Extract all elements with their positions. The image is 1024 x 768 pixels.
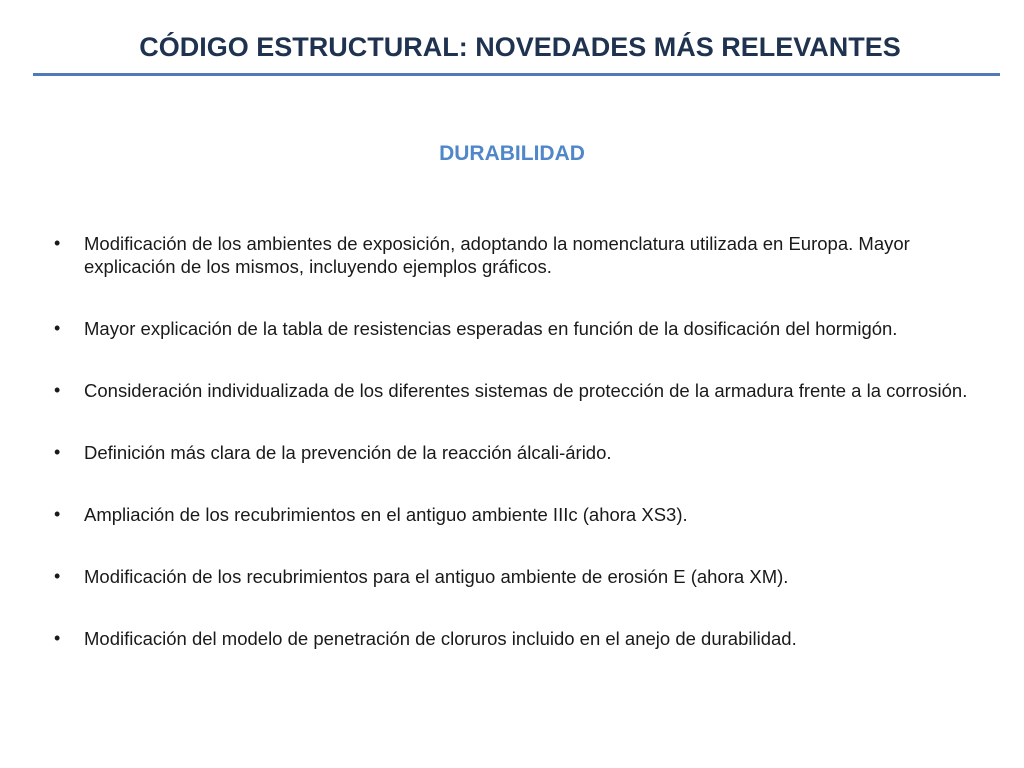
bullet-text: Modificación de los recubrimientos para el antiguo ambiente de erosión E (ahora XM). — [84, 566, 789, 587]
bullet-item-proteccion — [54, 379, 974, 402]
bullet-list — [54, 232, 974, 650]
bullet-text: Modificación del modelo de penetración de cloruros incluido en el anejo de durabilidad. — [84, 628, 797, 649]
bullet-item-alcali-arido — [54, 441, 974, 464]
bullet-icon: • — [54, 233, 61, 253]
section-heading: DURABILIDAD — [439, 142, 585, 165]
bullet-text: Definición más clara de la prevención de la reacción álcali-árido. — [84, 442, 612, 463]
bullet-item-resistencias — [54, 317, 974, 340]
bullet-icon: • — [54, 318, 61, 338]
bullet-icon: • — [54, 566, 61, 586]
bullet-text: Consideración individualizada de los diferentes sistemas de protección de la armadura frente a la corrosión. — [84, 380, 968, 401]
bullet-item-recubrimientos-xs3 — [54, 503, 974, 526]
bullet-icon: • — [54, 442, 61, 462]
bullet-icon: • — [54, 380, 61, 400]
bullet-item-ambientes — [54, 232, 974, 278]
bullet-text: Modificación de los ambientes de exposición, adoptando la nomenclatura utilizada en Europa. Mayor explicación de los mismos, incluyendo ejemplos gráficos. — [84, 233, 910, 277]
bullet-item-recubrimientos-xm — [54, 565, 974, 588]
bullet-text: Ampliación de los recubrimientos en el antiguo ambiente IIIc (ahora XS3). — [84, 504, 688, 525]
title-divider — [33, 73, 1000, 76]
bullet-text: Mayor explicación de la tabla de resistencias esperadas en función de la dosificación del hormigón. — [84, 318, 898, 339]
bullet-item-cloruros — [54, 627, 974, 650]
bullet-icon: • — [54, 628, 61, 648]
slide-title: CÓDIGO ESTRUCTURAL: NOVEDADES MÁS RELEVANTES — [139, 32, 901, 62]
bullet-icon: • — [54, 504, 61, 524]
